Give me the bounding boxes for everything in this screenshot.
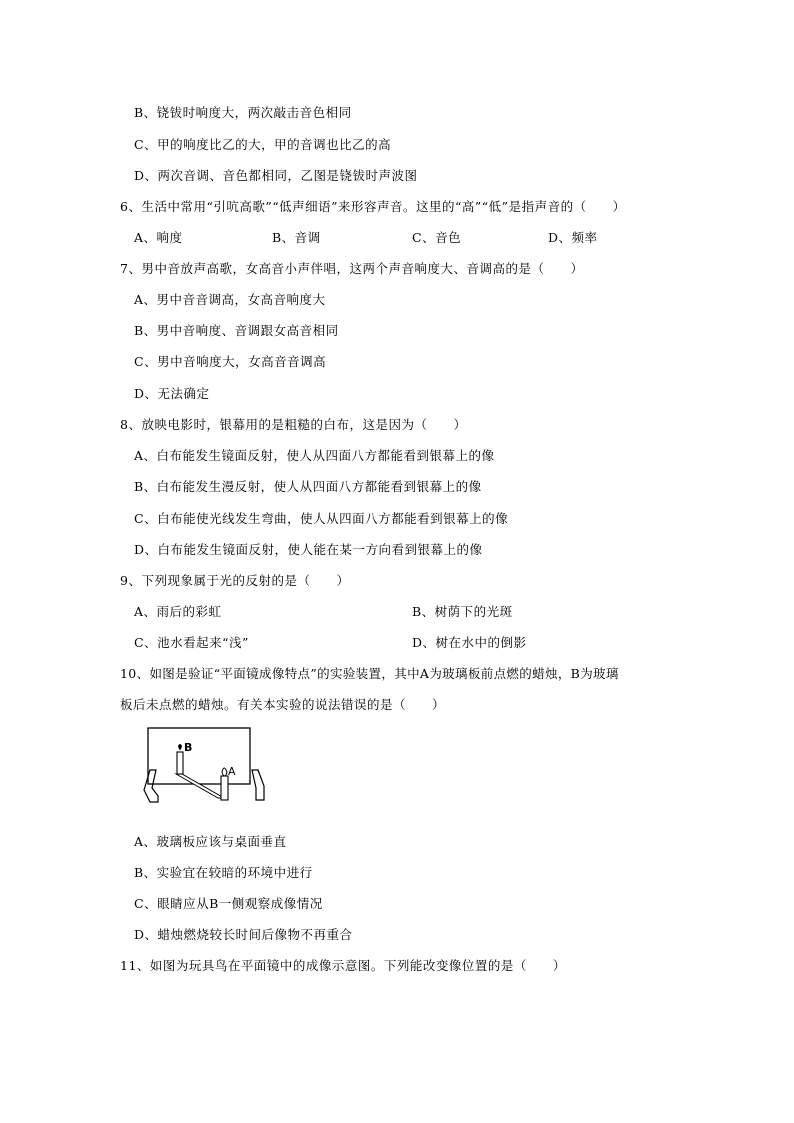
q10-option-c: C、眼睛应从B一侧观察成像情况 <box>134 896 323 911</box>
q9-stem: 9、下列现象属于光的反射的是（ ） <box>120 573 350 588</box>
q7-option-b: B、男中音响度、音调跟女高音相同 <box>134 323 339 338</box>
q9-option-d: D、树在水中的倒影 <box>412 635 527 650</box>
q6-option-b: B、音调 <box>272 230 321 245</box>
q9-option-b: B、树荫下的光斑 <box>412 604 513 619</box>
q5-option-c: C、甲的响度比乙的大，甲的音调也比乙的高 <box>134 137 392 152</box>
q8-option-d: D、白布能发生镜面反射，使人能在某一方向看到银幕上的像 <box>134 542 483 557</box>
q10-option-a: A、玻璃板应该与桌面垂直 <box>134 834 287 849</box>
q10-option-d: D、蜡烛燃烧较长时间后像物不再重合 <box>134 927 353 942</box>
q7-option-d: D、无法确定 <box>134 386 210 401</box>
candle-a-flame-icon <box>222 768 227 776</box>
q8-option-b: B、白布能发生漫反射，使人从四面八方都能看到银幕上的像 <box>134 479 482 494</box>
candle-a <box>221 776 228 800</box>
q9-option-c: C、池水看起来“浅” <box>134 635 249 650</box>
q5-option-b: B、铙钹时响度大，两次敲击音色相同 <box>134 105 352 120</box>
ruler <box>176 774 224 798</box>
q10-stem-line2: 板后未点燃的蜡烛。有关本实验的说法错误的是（ ） <box>120 697 446 712</box>
q8-stem: 8、放映电影时，银幕用的是粗糙的白布，这是因为（ ） <box>120 417 467 432</box>
mirror-experiment-diagram <box>140 726 265 806</box>
q6-option-d: D、频率 <box>548 230 598 245</box>
q10-option-b: B、实验宜在较暗的环境中进行 <box>134 865 313 880</box>
mirror-experiment-figure <box>140 726 265 806</box>
left-stand <box>144 770 158 802</box>
q7-option-c: C、男中音响度大，女高音音调高 <box>134 354 327 369</box>
q7-option-a: A、男中音音调高，女高音响度大 <box>134 292 326 307</box>
q7-stem: 7、男中音放声高歌，女高音小声伴唱，这两个声音响度大、音调高的是（ ） <box>120 261 584 276</box>
right-stand <box>252 770 264 800</box>
q6-stem: 6、生活中常用“引吭高歌”“低声细语”来形容声音。这里的“高”“低”是指声音的（ ） <box>120 199 626 214</box>
q8-option-c: C、白布能使光线发生弯曲，使人从四面八方都能看到银幕上的像 <box>134 511 509 526</box>
label-b: B <box>184 741 193 754</box>
candle-b-wick <box>178 744 182 750</box>
label-a: A <box>228 765 236 778</box>
q5-option-d: D、两次音调、音色都相同，乙图是铙钹时声波图 <box>134 168 418 183</box>
q10-stem-line1: 10、如图是验证“平面镜成像特点”的实验装置，其中A为玻璃板前点燃的蜡烛，B为玻璃 <box>120 666 619 681</box>
q9-option-a: A、雨后的彩虹 <box>134 604 222 619</box>
q6-option-a: A、响度 <box>134 230 183 245</box>
q6-option-c: C、音色 <box>412 230 462 245</box>
candle-b <box>177 752 183 774</box>
q11-stem: 11、如图为玩具鸟在平面镜中的成像示意图。下列能改变像位置的是（ ） <box>120 958 566 973</box>
q8-option-a: A、白布能发生镜面反射，使人从四面八方都能看到银幕上的像 <box>134 448 495 463</box>
